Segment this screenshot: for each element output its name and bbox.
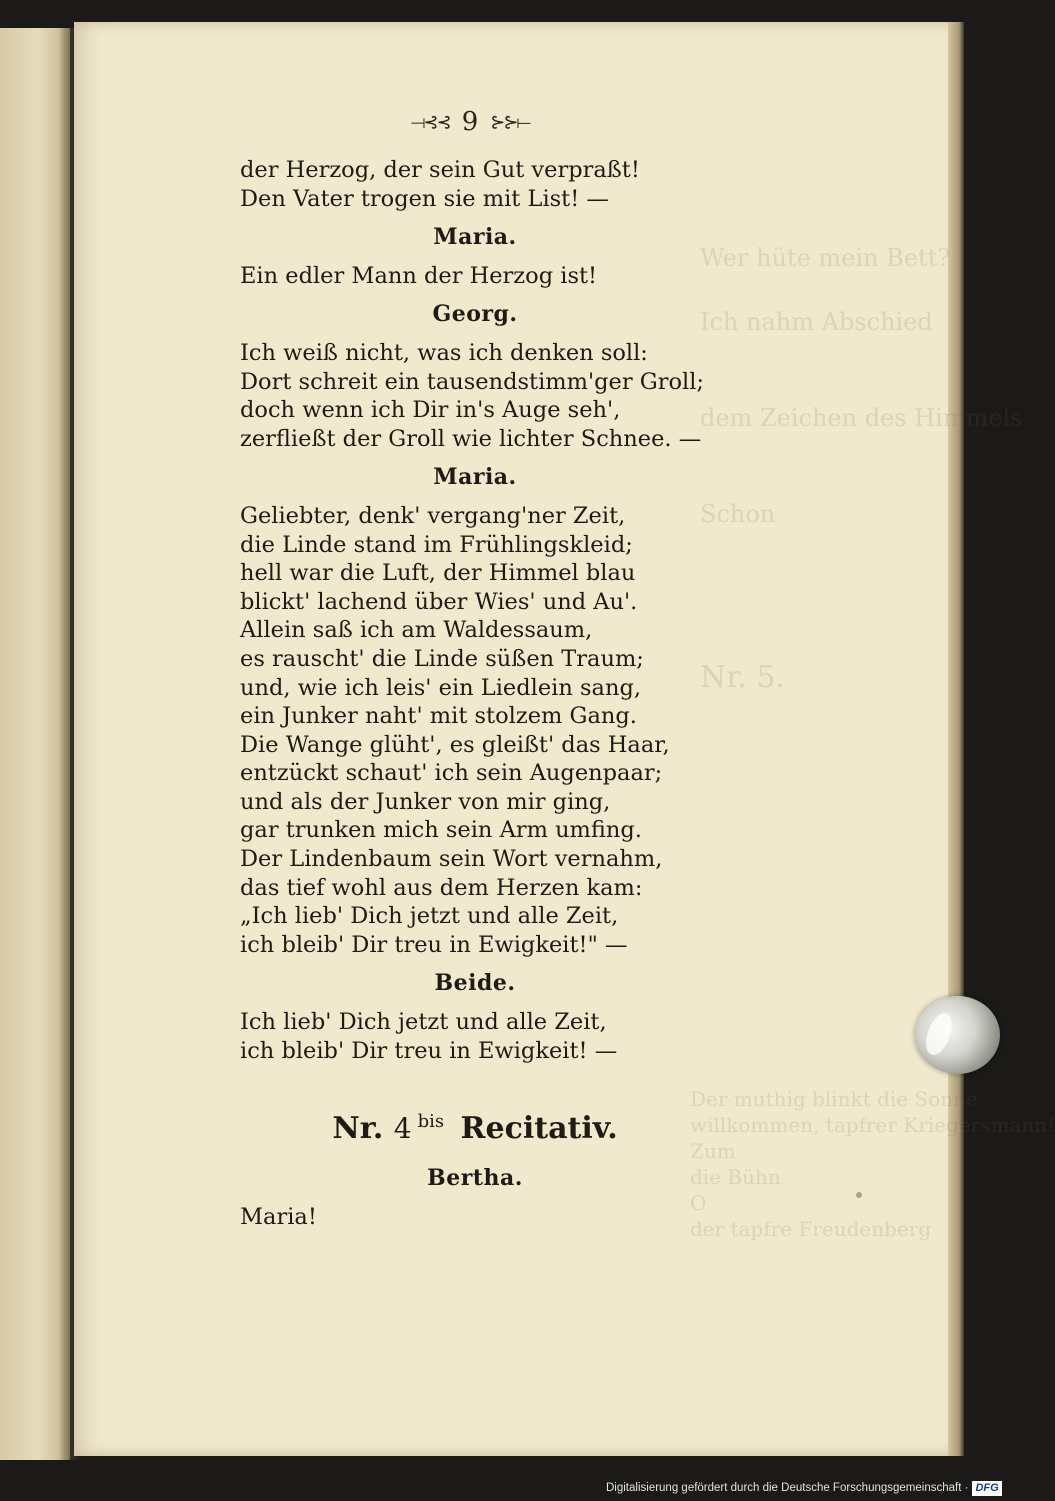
heading-number: 4 (393, 1112, 412, 1146)
verse-line: gar trunken mich sein Arm umfing. (240, 817, 642, 844)
verse-line: Die Wange glüht', es gleißt' das Haar, (240, 731, 670, 758)
verse-line: blickt' lachend über Wies' und Au'. (240, 588, 638, 615)
verse-line: Geliebter, denk' vergang'ner Zeit, (240, 502, 626, 529)
page-header (380, 102, 560, 142)
speaker-name: Maria. (433, 464, 517, 491)
verse-line: die Linde stand im Frühlingskleid; (240, 531, 633, 558)
verse-line: und, wie ich leis' ein Liedlein sang, (240, 674, 642, 701)
verse-line: ich bleib' Dir treu in Ewigkeit!" — (240, 931, 628, 958)
speaker-name: Bertha. (427, 1165, 523, 1192)
ornament-left-icon: ⟞⊰⊰ (410, 111, 450, 133)
heading-suffix: bis (417, 1111, 445, 1133)
verse-line: der Herzog, der sein Gut verpraßt! (240, 157, 640, 183)
verse-line: es rauscht' die Linde süßen Traum; (240, 645, 644, 672)
verse-line: Maria! (240, 1203, 317, 1230)
verse-line: Allein saß ich am Waldessaum, (240, 617, 593, 644)
paper-spot (856, 1192, 862, 1198)
heading-title: Recitativ. (460, 1111, 618, 1147)
verse-line: doch wenn ich Dir in's Auge seh', (240, 397, 621, 424)
digitization-credit (606, 1478, 1002, 1498)
speaker-name: Maria. (433, 224, 517, 251)
page-fore-edge (948, 22, 964, 1456)
speaker-name: Beide. (434, 970, 516, 997)
verse-line: und als der Junker von mir ging, (240, 788, 611, 815)
verse-line: entzückt schaut' ich sein Augenpaar; (240, 760, 663, 787)
verse-line: Dort schreit ein tausendstimm'ger Groll; (240, 368, 705, 395)
verse-line: „Ich lieb' Dich jetzt und alle Zeit, (240, 903, 619, 930)
page-number: 9 (461, 107, 479, 137)
verse-line: zerfließt der Groll wie lichter Schnee. — (240, 425, 702, 452)
verse-line: das tief wohl aus dem Herzen kam: (240, 874, 643, 901)
ornament-right-icon: ⊱⊱⟝ (490, 111, 530, 133)
verse-line: Den Vater trogen sie mit List! — (240, 185, 609, 212)
credit-text: Digitalisierung gefördert durch die Deutsche Forschungsgemeinschaft · (606, 1482, 969, 1494)
verse-line: hell war die Luft, der Himmel blau (240, 560, 636, 587)
bleed-through-text-3: Kriegersmann! (903, 1113, 1055, 1137)
heading-prefix: Nr. (332, 1111, 384, 1147)
verse-line: ich bleib' Dir treu in Ewigkeit! — (240, 1037, 618, 1064)
verse-line: Der Lindenbaum sein Wort vernahm, (240, 846, 663, 873)
speaker-name: Georg. (432, 301, 518, 328)
dfg-logo-icon: DFG (972, 1481, 1001, 1496)
verse-line: Ich lieb' Dich jetzt und alle Zeit, (240, 1009, 607, 1036)
verse-line: Ich weiß nicht, was ich denken soll: (240, 339, 648, 366)
bleed-through-text: Himmels (914, 404, 1023, 432)
verse-line: ein Junker naht' mit stolzem Gang. (240, 703, 637, 730)
page-text (240, 156, 710, 1231)
verse-line: Ein edler Mann der Herzog ist! (240, 262, 598, 289)
section-heading (240, 1103, 710, 1148)
